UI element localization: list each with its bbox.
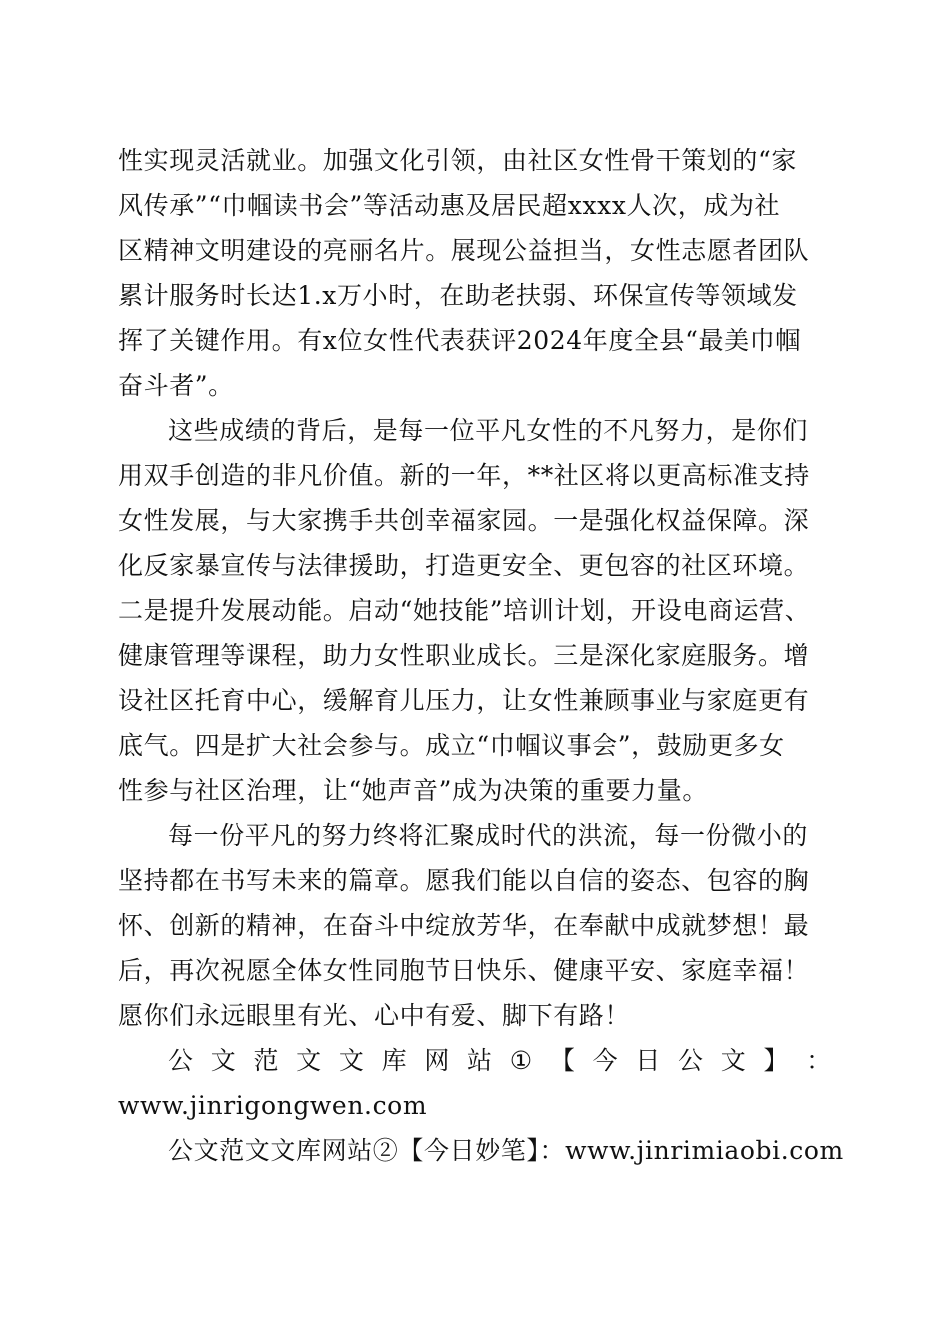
site-1-char: ： xyxy=(806,1046,832,1075)
site-1-char: 公 xyxy=(678,1046,704,1075)
site-1-char: 站 xyxy=(467,1046,493,1075)
text-line: 性实现灵活就业。加强文化引领，由社区女性骨干策划的“家 xyxy=(118,146,797,175)
text-line: 奋斗者”。 xyxy=(118,371,234,400)
footer-site-2 xyxy=(118,1128,844,1173)
footer-site-1 xyxy=(118,1038,832,1128)
text-line: 风传承”“巾帼读书会”等活动惠及居民超xxxx人次，成为社 xyxy=(118,191,781,220)
site-1-char: 文 xyxy=(296,1046,322,1075)
paragraph-closing-wishes xyxy=(118,813,832,1038)
text-line: 每一份平凡的努力终将汇聚成时代的洪流，每一份微小的 xyxy=(168,821,809,850)
site-1-char: 网 xyxy=(424,1046,450,1075)
document-body xyxy=(118,138,844,1173)
text-line: 底气。四是扩大社会参与。成立“巾帼议事会”，鼓励更多女 xyxy=(118,731,785,760)
site-1-char: 库 xyxy=(381,1046,408,1075)
text-line: 后，再次祝愿全体女性同胞节日快乐、健康平安、家庭幸福！ xyxy=(118,956,810,985)
site-1-char: 文 xyxy=(338,1046,365,1075)
site-1-char: 文 xyxy=(720,1046,747,1075)
paragraph-new-year-plan xyxy=(118,408,832,813)
text-line: 挥了关键作用。有x位女性代表获评2024年度全县“最美巾帼 xyxy=(118,326,801,355)
site-1-char: 】 xyxy=(763,1046,790,1075)
text-line: 化反家暴宣传与法律援助，打造更安全、更包容的社区环境。 xyxy=(118,551,810,580)
site-1-char: ① xyxy=(509,1046,533,1075)
text-line: 怀、创新的精神，在奋斗中绽放芳华，在奉献中成就梦想！最 xyxy=(118,911,810,940)
text-line: 女性发展，与大家携手共创幸福家园。一是强化权益保障。深 xyxy=(118,506,810,535)
site-1-char: 日 xyxy=(635,1046,661,1075)
site-1-char: 【 xyxy=(549,1046,576,1075)
site-1-url: www.jinrigongwen.com xyxy=(118,1091,428,1120)
site-1-char: 公 xyxy=(168,1046,194,1075)
site-1-char: 范 xyxy=(253,1046,280,1075)
text-line: 用双手创造的非凡价值。新的一年，**社区将以更高标准支持 xyxy=(118,461,810,490)
text-line: 性参与社区治理，让“她声音”成为决策的重要力量。 xyxy=(118,776,708,805)
text-line: 设社区托育中心，缓解育儿压力，让女性兼顾事业与家庭更有 xyxy=(118,686,810,715)
text-line: 区精神文明建设的亮丽名片。展现公益担当，女性志愿者团队 xyxy=(118,236,810,265)
paragraph-achievements xyxy=(118,138,832,408)
site-1-title xyxy=(118,1038,832,1083)
text-line: 累计服务时长达1.x万小时，在助老扶弱、环保宣传等领域发 xyxy=(118,281,798,310)
text-line: 健康管理等课程，助力女性职业成长。三是深化家庭服务。增 xyxy=(118,641,810,670)
site-1-char: 文 xyxy=(210,1046,237,1075)
site-2-line: 公文范文文库网站②【今日妙笔】：www.jinrimiaobi.com xyxy=(168,1136,844,1165)
text-line: 二是提升发展动能。启动“她技能”培训计划，开设电商运营、 xyxy=(118,596,811,625)
text-line: 这些成绩的背后，是每一位平凡女性的不凡努力，是你们 xyxy=(168,416,809,445)
text-line: 坚持都在书写未来的篇章。愿我们能以自信的姿态、包容的胸 xyxy=(118,866,810,895)
site-1-char: 今 xyxy=(592,1046,619,1075)
text-line: 愿你们永远眼里有光、心中有爱、脚下有路！ xyxy=(118,1001,631,1030)
